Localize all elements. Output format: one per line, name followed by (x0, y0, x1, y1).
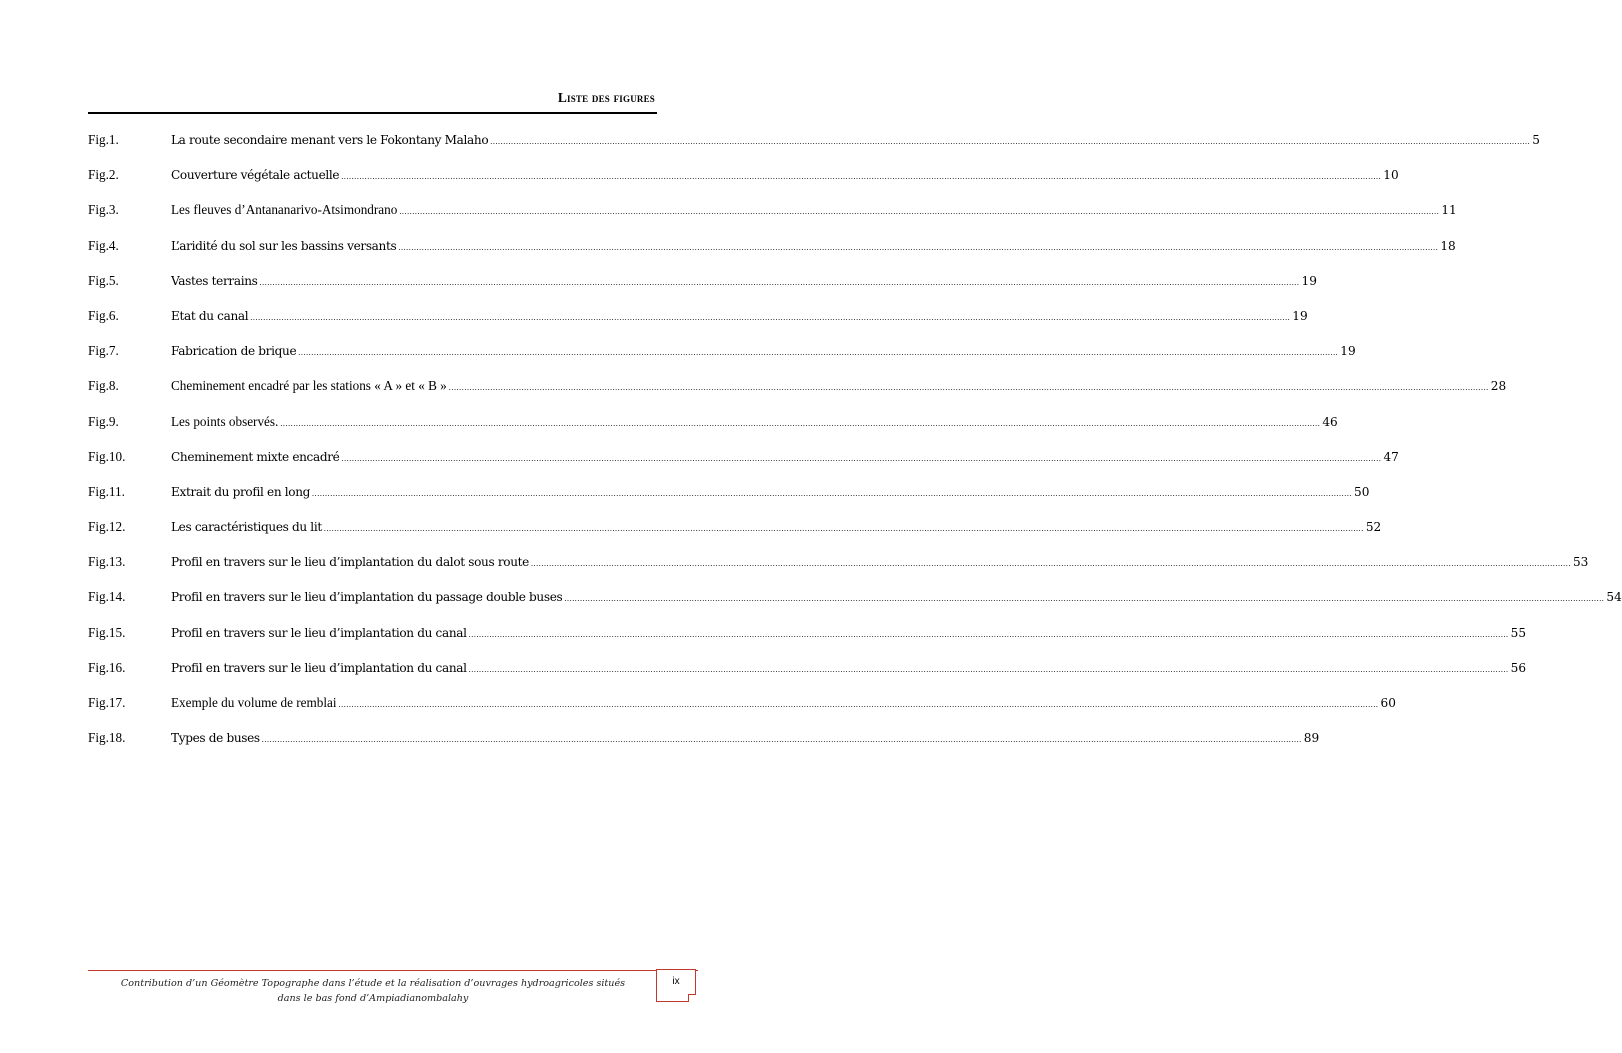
figure-page: 46 (1322, 414, 1338, 429)
figure-title: Profil en travers sur le lieu d’implantation du passage double buses (171, 590, 563, 605)
figure-number: Fig.13. (88, 554, 126, 570)
dot-leader: ................................................................................................................................................................................................................................................................................................................................................................................................................ (399, 207, 1440, 217)
toc-entry[interactable] (88, 728, 1320, 763)
footer-text: Contribution d’un Géomètre Topographe dans l’étude et la réalisation d’ouvrages hydroagricoles situés dans le bas fond d’Ampiadianombalahy (120, 978, 626, 1004)
figure-number: Fig.12. (88, 519, 126, 535)
dot-leader: ................................................................................................................................................................................................................................................................................................................................................................................................................ (280, 418, 1321, 428)
figure-number: Fig.10. (88, 448, 126, 464)
dot-leader: ................................................................................................................................................................................................................................................................................................................................................................................................................ (341, 453, 1382, 463)
figure-page: 28 (1490, 379, 1507, 394)
figure-number: Fig.11. (88, 483, 125, 499)
figure-title: Extrait du profil en long (171, 484, 311, 499)
dot-leader: ................................................................................................................................................................................................................................................................................................................................................................................................................ (564, 594, 1605, 604)
figure-page: 60 (1380, 696, 1396, 710)
figure-number: Fig.7. (88, 343, 119, 359)
toc-entry[interactable] (88, 341, 1356, 376)
figure-number: Fig.6. (88, 307, 119, 323)
figure-page: 47 (1383, 449, 1399, 464)
header-divider (88, 112, 657, 114)
dot-leader: ................................................................................................................................................................................................................................................................................................................................................................................................................ (448, 383, 1489, 393)
figure-number: Fig.4. (88, 237, 119, 253)
toc-entry[interactable] (88, 623, 1527, 658)
figure-number: Fig.1. (88, 132, 119, 147)
figure-number: Fig.17. (88, 695, 126, 710)
footer-divider (88, 970, 698, 971)
figure-title: Etat du canal (171, 308, 249, 323)
toc-entry[interactable] (88, 165, 1399, 200)
page-corner-fold-icon (688, 994, 696, 1002)
figure-page: 18 (1440, 238, 1456, 253)
toc-entry[interactable] (88, 658, 1527, 693)
figure-page: 19 (1301, 273, 1317, 288)
figure-page: 5 (1532, 133, 1540, 147)
figure-title: Cheminement mixte encadré (171, 449, 340, 464)
dot-leader: ................................................................................................................................................................................................................................................................................................................................................................................................................ (338, 700, 1379, 709)
toc-entry[interactable] (88, 482, 1370, 517)
figure-page: 11 (1441, 203, 1457, 218)
dot-leader: ................................................................................................................................................................................................................................................................................................................................................................................................................ (468, 664, 1509, 674)
figure-number: Fig.15. (88, 624, 126, 640)
figure-title: Profil en travers sur le lieu d’implantation du canal (171, 625, 467, 640)
toc-entry[interactable] (88, 130, 1540, 165)
page-title: Liste des figures (557, 90, 655, 105)
figure-title: Couverture végétale actuelle (171, 168, 340, 183)
figure-title: Cheminement encadré par les stations « A » et « B » (171, 378, 447, 394)
toc-entry[interactable] (88, 271, 1317, 306)
figure-title: Exemple du volume de remblai (171, 695, 337, 710)
figure-number: Fig.18. (88, 730, 126, 746)
dot-leader: ................................................................................................................................................................................................................................................................................................................................................................................................................ (312, 488, 1353, 498)
figure-number: Fig.14. (88, 589, 126, 605)
figure-page: 19 (1292, 308, 1308, 323)
dot-leader: ................................................................................................................................................................................................................................................................................................................................................................................................................ (250, 312, 1291, 322)
figure-page: 50 (1354, 484, 1370, 499)
toc-entry[interactable] (88, 447, 1399, 482)
figure-page: 10 (1383, 168, 1399, 183)
dot-leader: ................................................................................................................................................................................................................................................................................................................................................................................................................ (530, 559, 1571, 569)
figure-title: Profil en travers sur le lieu d’implantation du canal (171, 660, 467, 675)
dot-leader: ................................................................................................................................................................................................................................................................................................................................................................................................................ (298, 348, 1339, 358)
toc-entry[interactable] (88, 693, 1396, 728)
figure-page: 89 (1303, 731, 1320, 746)
figure-number: Fig.16. (88, 659, 126, 675)
figure-page: 53 (1572, 555, 1589, 570)
dot-leader: ................................................................................................................................................................................................................................................................................................................................................................................................................ (341, 172, 1382, 182)
figure-number: Fig.5. (88, 272, 119, 288)
toc-entry[interactable] (88, 200, 1457, 235)
dot-leader: ................................................................................................................................................................................................................................................................................................................................................................................................................ (323, 524, 1364, 534)
dot-leader: ................................................................................................................................................................................................................................................................................................................................................................................................................ (261, 735, 1302, 745)
dot-leader: ................................................................................................................................................................................................................................................................................................................................................................................................................ (490, 137, 1531, 146)
toc-entry[interactable] (88, 412, 1338, 447)
figure-title: Profil en travers sur le lieu d’implantation du dalot sous route (171, 555, 529, 570)
figure-page: 54 (1606, 590, 1622, 605)
toc-entry[interactable] (88, 552, 1589, 587)
figure-title: Les fleuves d’Antananarivo-Atsimondrano (171, 202, 398, 218)
figure-page: 52 (1365, 520, 1382, 535)
toc-entry[interactable] (88, 376, 1507, 411)
dot-leader: ................................................................................................................................................................................................................................................................................................................................................................................................................ (468, 629, 1509, 639)
figure-title: La route secondaire menant vers le Fokontany Malaho (171, 133, 489, 147)
dot-leader: ................................................................................................................................................................................................................................................................................................................................................................................................................ (398, 242, 1439, 252)
figure-number: Fig.9. (88, 413, 119, 429)
figure-title: Les caractéristiques du lit (171, 520, 322, 535)
figure-list (88, 130, 1622, 763)
figure-number: Fig.8. (88, 378, 119, 394)
dot-leader: ................................................................................................................................................................................................................................................................................................................................................................................................................ (259, 277, 1300, 287)
toc-entry[interactable] (88, 517, 1382, 552)
figure-page: 19 (1340, 344, 1356, 359)
figure-number: Fig.3. (88, 202, 119, 218)
figure-page: 55 (1510, 625, 1527, 640)
figure-title: Fabrication de brique (171, 344, 297, 359)
figure-title: Vastes terrains (171, 273, 258, 288)
figure-title: L’aridité du sol sur les bassins versants (171, 238, 397, 253)
figure-page: 56 (1510, 660, 1527, 675)
toc-entry[interactable] (88, 306, 1308, 341)
figure-number: Fig.2. (88, 167, 119, 183)
toc-entry[interactable] (88, 236, 1456, 271)
figure-title: Les points observés. (171, 413, 279, 429)
figure-title: Types de buses (171, 731, 260, 746)
toc-entry[interactable] (88, 587, 1622, 622)
page-number: ix (672, 976, 680, 987)
